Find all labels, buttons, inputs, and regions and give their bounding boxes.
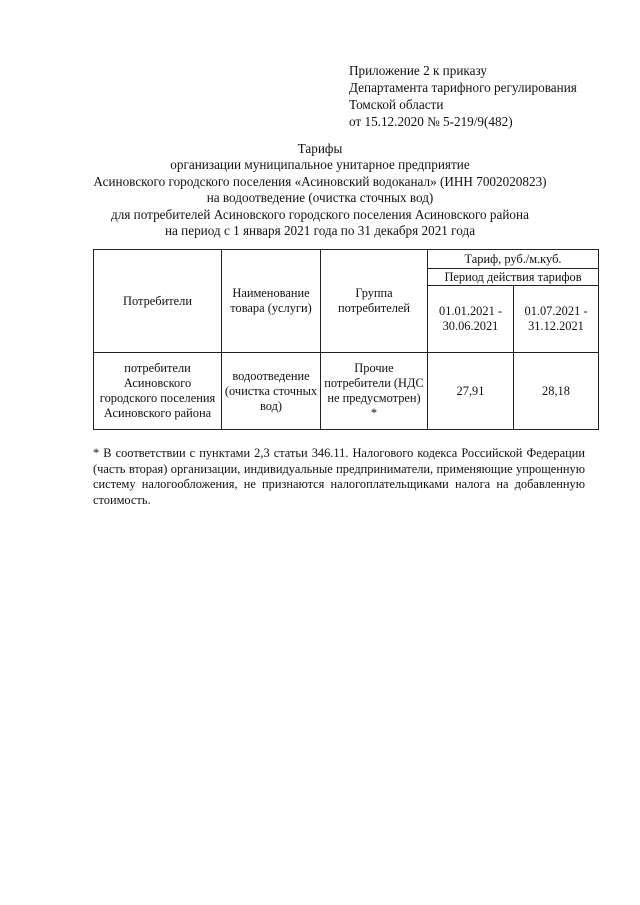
document-title bbox=[60, 141, 580, 239]
header-tariff: Тариф, руб./м.куб. bbox=[428, 250, 599, 269]
appendix-line-2: Департамента тарифного регулирования bbox=[349, 80, 577, 95]
tariff-table bbox=[93, 249, 599, 430]
cell-value-2: 28,18 bbox=[514, 353, 599, 430]
appendix-line-1: Приложение 2 к приказу bbox=[349, 63, 487, 78]
title-heading: Тарифы bbox=[297, 141, 343, 156]
title-line-3: на водоотведение (очистка сточных вод) bbox=[206, 190, 434, 206]
appendix-line-4: от 15.12.2020 № 5-219/9(482) bbox=[349, 114, 513, 129]
header-group: Группа потребителей bbox=[321, 250, 428, 353]
table-row bbox=[94, 353, 599, 430]
title-line-2: Асиновского городского поселения «Асиновский водоканал» (ИНН 7002020823) bbox=[93, 173, 547, 189]
header-period: Период действия тарифов bbox=[428, 269, 599, 286]
cell-group: Прочие потребители (НДС не предусмотрен) * bbox=[321, 353, 428, 430]
cell-value-1: 27,91 bbox=[428, 353, 514, 430]
appendix-header bbox=[349, 62, 629, 130]
cell-product: водоотведение (очистка сточных вод) bbox=[222, 353, 321, 430]
header-consumers: Потребители bbox=[94, 250, 222, 353]
title-line-1: организации муниципальное унитарное предприятие bbox=[170, 157, 470, 173]
title-line-4: для потребителей Асиновского городского поселения Асиновского района bbox=[111, 206, 529, 222]
header-product: Наименование товара (услуги) bbox=[222, 250, 321, 353]
title-line-5: на период с 1 января 2021 года по 31 декабря 2021 года bbox=[164, 223, 476, 239]
footnote: * В соответствии с пунктами 2,3 статьи 346.11. Налогового кодекса Российской Федерации (часть вторая) организации, индивидуальные предприниматели, применяющие упрощенную систему налогообложения, не признаются налогоплательщиками налога на добавленную стоимость. bbox=[93, 446, 585, 507]
header-period-2: 01.07.2021 - 31.12.2021 bbox=[514, 286, 599, 353]
header-period-1: 01.01.2021 - 30.06.2021 bbox=[428, 286, 514, 353]
appendix-line-3: Томской области bbox=[349, 97, 444, 112]
cell-consumers: потребители Асиновского городского поселения Асиновского района bbox=[94, 353, 222, 430]
